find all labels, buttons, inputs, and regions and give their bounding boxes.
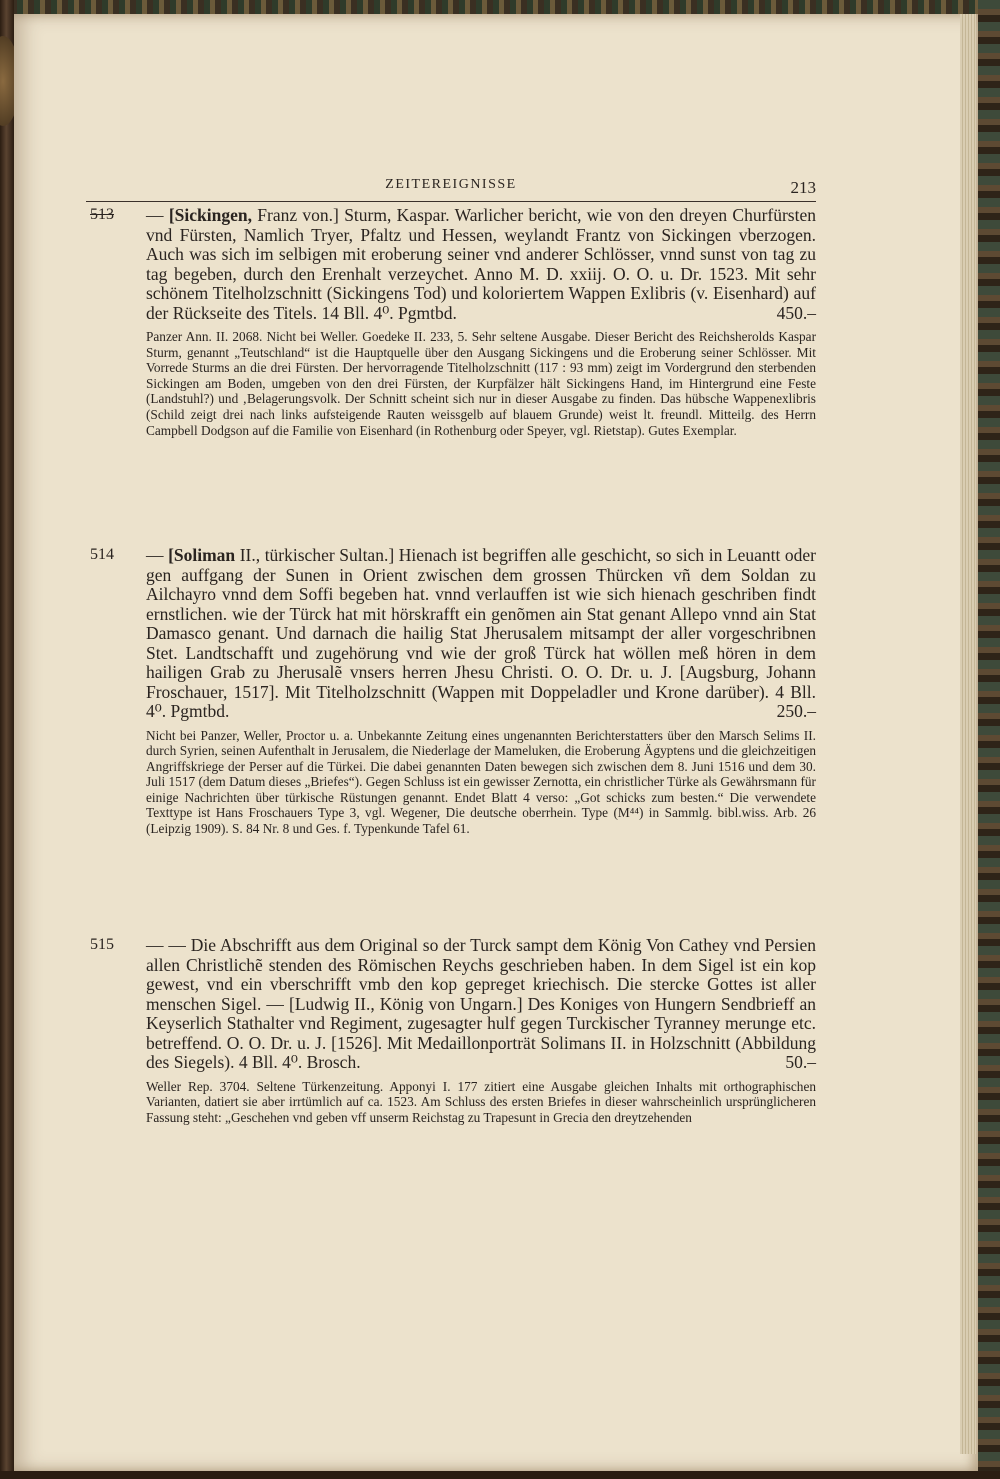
entry-keyword: [Sickingen, [168,205,252,225]
entry-price: 250.– [776,701,816,721]
header-rule [86,201,816,202]
entry-body: Die Abschrifft aus dem Original so der Turck sampt dem König Von Cathey vnd Persien allen Christlichẽ stenden des Römischen Reychs geschrieben haben. In dem Sigel ist ein kop gewest, vnd ein vberschrifft vmb den kop gepreget kriechisch. Die stercke Gottes ist aller menschen Sigel. — [Ludwig II., König von Ungarn.] Des Koniges von Hungern Sendbrieff an Keyserlich Stathalter vnd Regiment, zugesagter hulf gegen Turckischer Tyranney merunge etc. betreffend. O. O. Dr. u. J. [1526]. Mit Medaillonporträt Solimans II. in Holzschnitt (Abbildung des Siegels). 4 Bll. 4⁰. Brosch. [146,935,816,1072]
entry-body: Franz von.] Sturm, Kaspar. Warlicher bericht, wie von den dreyen Churfürsten vnd Fürsten, Namlich Tryer, Pfaltz und Hessen, weylandt Frantz von Sickingen vberzogen. Auch was sich im selbigen mit eroberung seiner vnd anderer Schlösser, vnnd sunst von tag zu tag begeben, durch den Erenhalt verzeychet. Anno M. D. xxiij. O. O. u. Dr. 1523. Mit sehr schönem Titelholzschnitt (Sickingens Tod) und koloriertem Wappen Exlibris (v. Eisenhard) auf der Rückseite des Titels. 14 Bll. 4⁰. Pgmtbd. [146,205,816,323]
page-edge [960,14,976,1454]
page-title: ZEITEREIGNISSE [385,177,517,192]
entry-note: Weller Rep. 3704. Seltene Türkenzeitung. Apponyi I. 177 zitiert eine Ausgabe gleichen Inhalts mit orthographischen Varianten, datiert sie aber irrtümlich auf ca. 1523. Am Schluss des ersten Briefes in dieser wahrscheinlich ursprünglicheren Fassung steht: „Geschehen vnd geben vff unserm Reichstag zu Trapesunt in Grecia den dreytzehenden [146,1078,816,1125]
entry-description [146,206,816,323]
running-head [86,162,816,202]
entry-body: II., türkischer Sultan.] Hienach ist begriffen alle geschicht, so sich in Leuantt oder gen auffgang der Sunen in Orient zwischen dem grossen Thürcken vñ dem Soldan zu Ailchayro vnnd dem Soffi begeben hat. vnnd verlauffen ist wie sich hienach geschriben findt ernstlichen. wie der Türck hat mit hörskrafft ein genõmen ain Stat genant Allepo vnnd ain Stat Damasco genant. Und darnach die hailig Stat Jherusalem mitsampt der aller vorgeschribnen Stet. Landtschafft und zugehörung vnd wie der groß Türck hat wöllen meß hören in dem hailigen Grab zu Jherusalẽ vnsers herren Jhesu Christi. O. O. Dr. u. J. [Augsburg, Johann Froschauer, 1517]. Mit Titelholzschnitt (Wappen mit Doppeladler und Krone darüber). 4 Bll. 4⁰. Pgmtbd. [146,545,816,721]
entry-price: 50.– [785,1052,816,1072]
entry-number: 515 [90,936,114,953]
entry-keyword: [Soliman [168,545,236,565]
entry-dash: — — [146,935,186,955]
book-binding-right [978,0,1000,1479]
entry-note: Panzer Ann. II. 2068. Nicht bei Weller. Goedeke II. 233, 5. Sehr seltene Ausgabe. Dieser Bericht des Reichsherolds Kaspar Sturm, genannt „Teutschland“ ist die Hauptquelle über den Ausgang Sickingens und die Eroberung seiner Schlösser. Mit Vorrede Sturms an die drei Fürsten. Der hervorragende Titelholzschnitt (117 : 93 mm) zeigt im Vordergrund den sterbenden Sickingen am Boden, umgeben von den drei Fürsten, der Kurpfälzer hält Sickingens Hand, im Hintergrund eine Feste (Landstuhl?) und ‚Belagerungsvolk. Der Schnitt scheint sich nur in dieser Ausgabe zu finden. Das hübsche Wappenexlibris (Schild zeigt drei nach links aufsteigende Rauten weissgelb auf blauem Grunde) weist lt. freundl. Mitteilg. des Herrn Campbell Dodgson auf die Familie von Eisenhard (in Rothenburg oder Speyer, vgl. Rietstap). Gutes Exemplar. [146,329,816,438]
book-binding-bottom [0,1471,1000,1479]
entry-note: Nicht bei Panzer, Weller, Proctor u. a. Unbekannte Zeitung eines ungenannten Berichterstatters über den Marsch Selims II. durch Syrien, seinen Aufenthalt in Jerusalem, die Niederlage der Mameluken, die Eroberung Ägyptens und die gleichzeitigen Angriffskriege der Perser auf die Türkei. Die dabei genannten Daten bewegen sich zwischen dem 8. Juni 1516 und dem 30. Juli 1517 (dem Datum dieses „Briefes“). Gegen Schluss ist ein gewisser Zernotta, ein christlicher Türke als Gewährsmann für einige Nachrichten über türkische Rüstungen genannt. Endet Blatt 4 verso: „Got schicks zum besten.“ Die verwendete Texttype ist Hans Froschauers Type 3, vgl. Wegener, Die deutsche oberrhein. Type (M⁴⁴) in Sammlg. bibl.wiss. Arb. 26 (Leipzig 1909). S. 84 Nr. 8 und Ges. f. Typenkunde Tafel 61. [146,727,816,837]
entry-description [146,936,816,1073]
catalog-page [14,14,978,1471]
entry-number: 514 [90,546,114,563]
entry-number: 513 [90,206,114,223]
entry-dash: — [146,545,164,565]
page-number: 213 [790,178,816,197]
entry-price: 450.– [776,302,816,323]
catalog-entry [86,546,816,837]
entry-dash: — [146,205,164,225]
book-binding-left [0,0,14,1479]
entry-description [146,546,816,722]
catalog-entry [86,936,816,1125]
catalog-entry [86,206,816,438]
